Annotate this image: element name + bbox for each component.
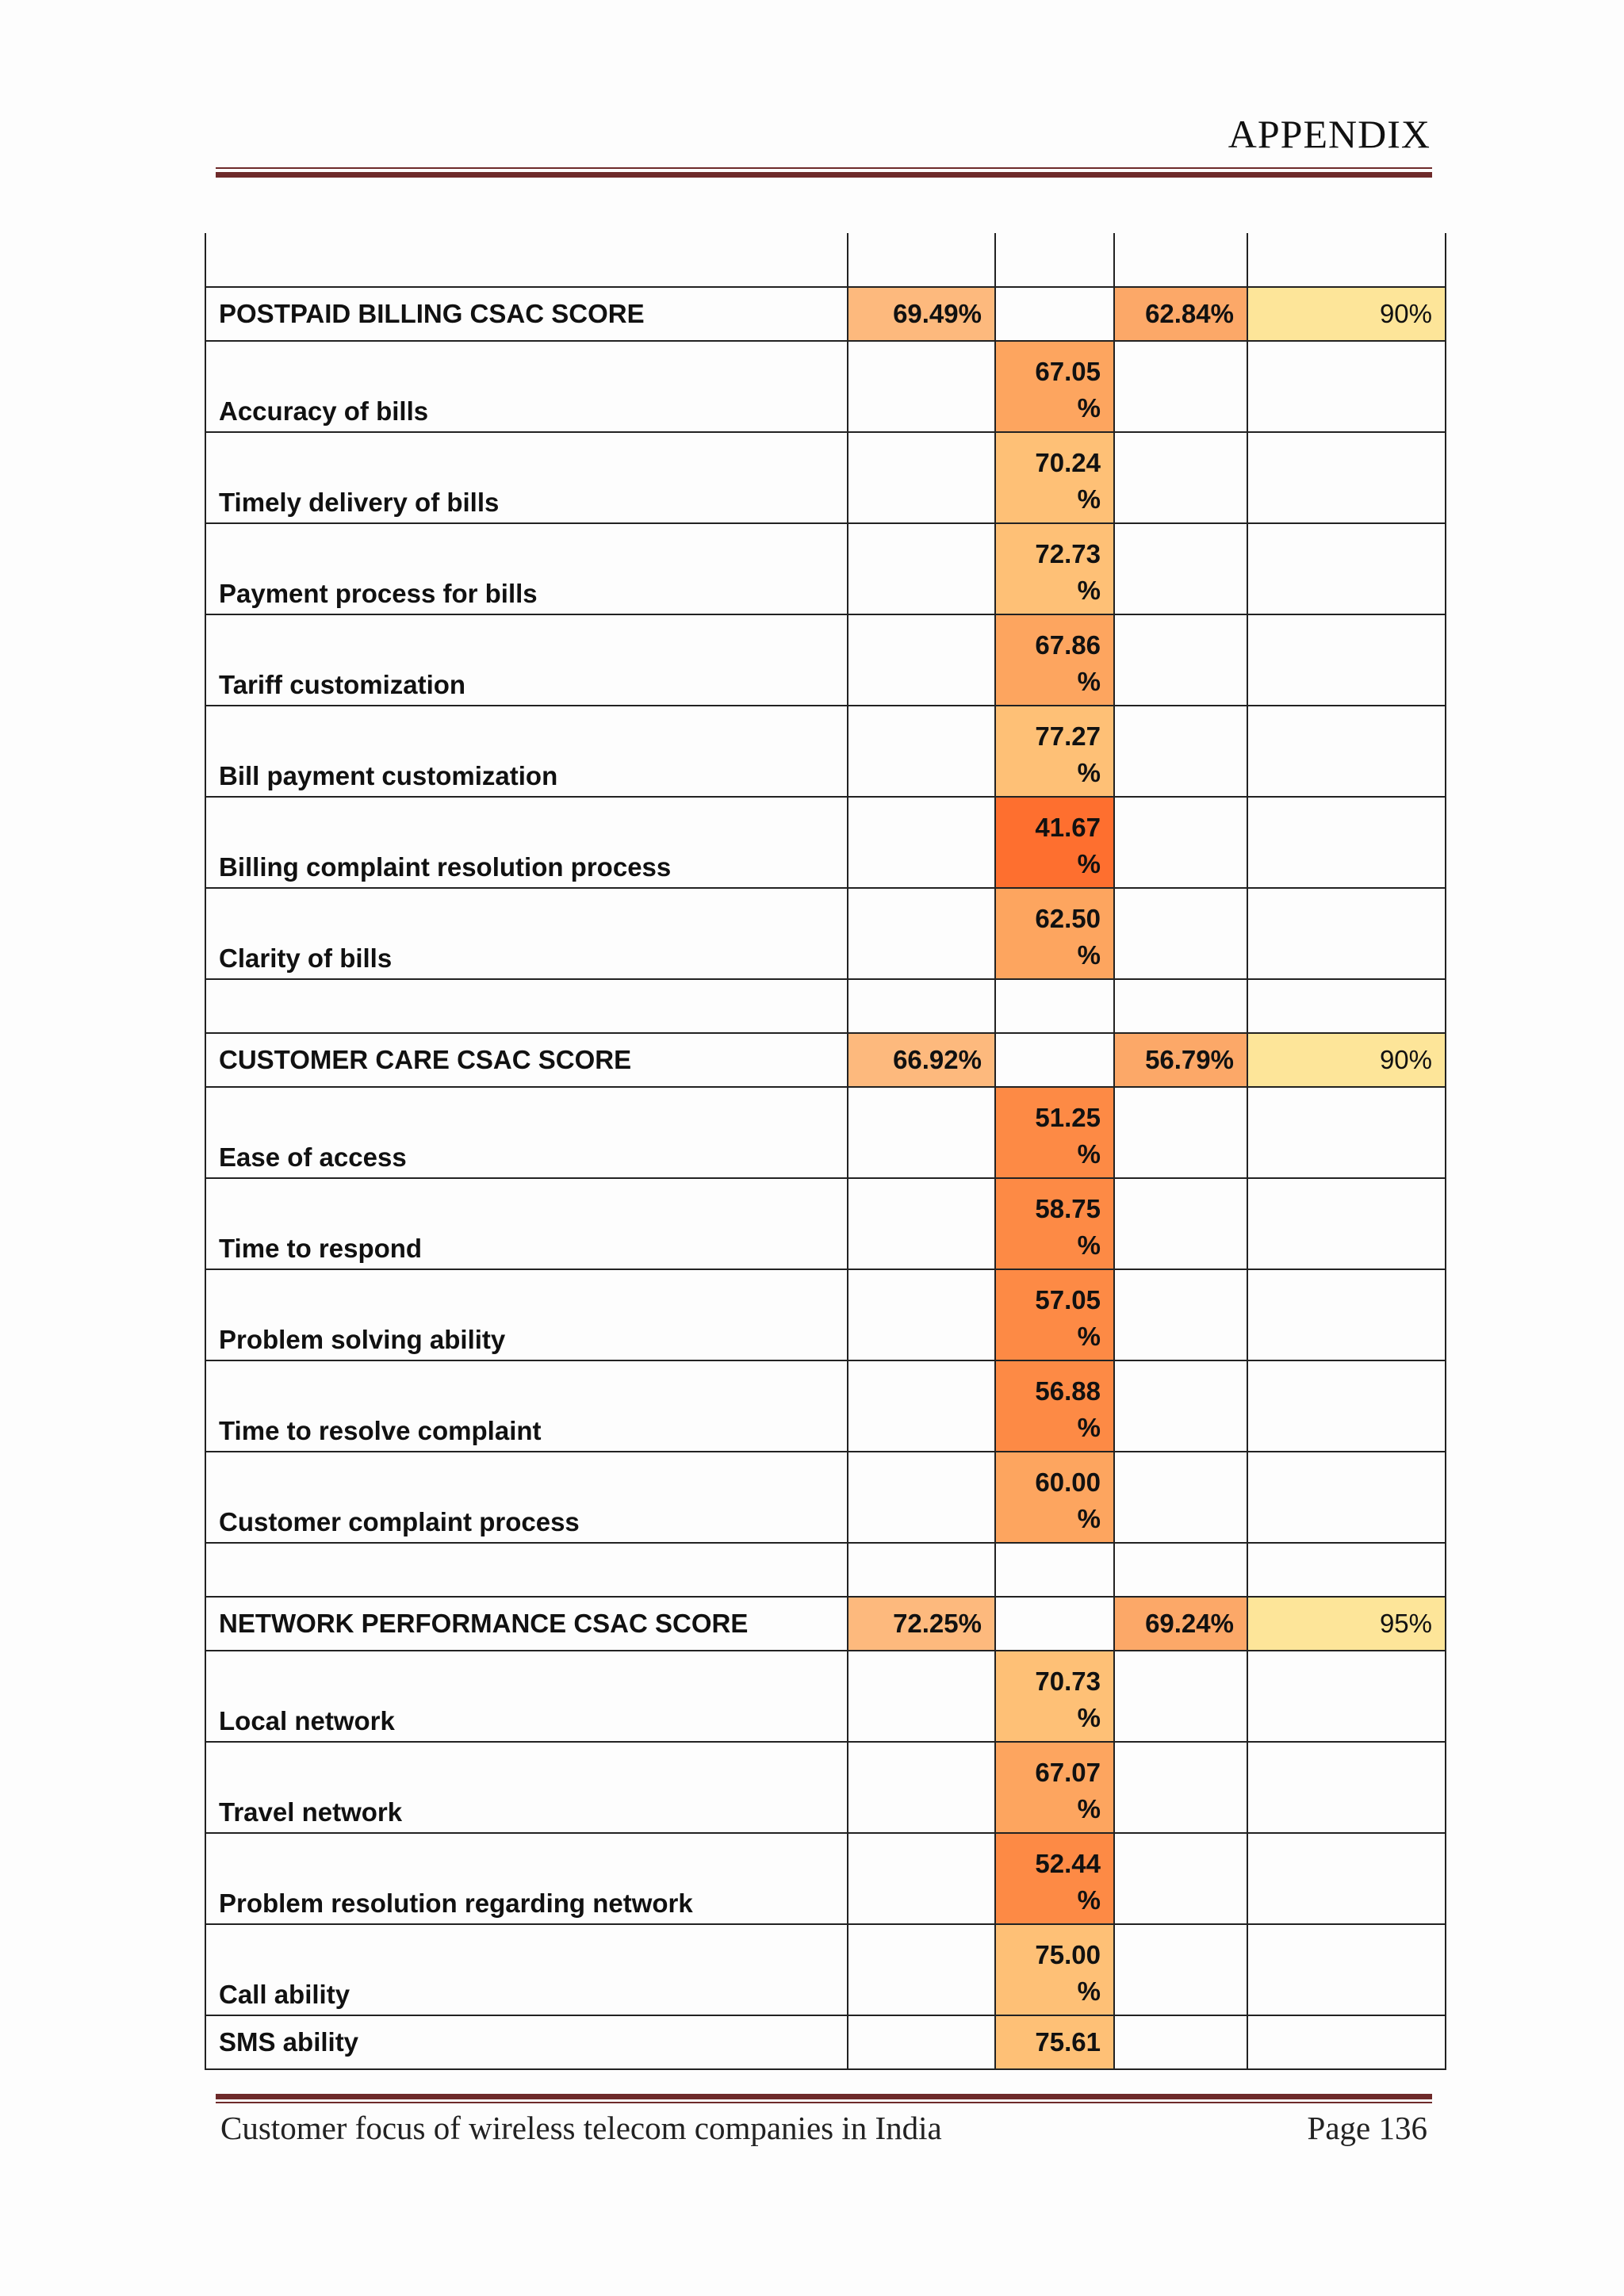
table-row-continuation bbox=[205, 233, 1446, 287]
item-score-value: 77.27 bbox=[1035, 721, 1101, 751]
table-cell bbox=[848, 1543, 995, 1597]
footer-document-title: Customer focus of wireless telecom companies in India bbox=[220, 2110, 942, 2146]
section-target-value: 95% bbox=[1247, 1597, 1446, 1651]
table-cell bbox=[848, 1360, 995, 1452]
table-cell bbox=[1247, 1543, 1446, 1597]
item-score-unit: % bbox=[1077, 576, 1101, 605]
item-score-cell bbox=[995, 1924, 1114, 2015]
table-cell bbox=[1114, 523, 1247, 614]
item-score-cell bbox=[995, 341, 1114, 432]
item-label: Timely delivery of bills bbox=[205, 432, 848, 523]
table-cell bbox=[848, 979, 995, 1033]
footer-rule bbox=[216, 2102, 1432, 2103]
header-rule bbox=[216, 167, 1432, 169]
item-score-value: 58.75 bbox=[1035, 1194, 1101, 1223]
table-cell bbox=[1114, 233, 1247, 287]
item-label: Ease of access bbox=[205, 1087, 848, 1178]
table-cell bbox=[1114, 1924, 1247, 2015]
item-score-cell bbox=[995, 1833, 1114, 1924]
item-score-cell bbox=[995, 1269, 1114, 1360]
table-body bbox=[205, 233, 1446, 2069]
table-row bbox=[205, 1087, 1446, 1178]
table-row bbox=[205, 1269, 1446, 1360]
item-score-unit: % bbox=[1077, 1413, 1101, 1442]
item-score-value: 60.00 bbox=[1035, 1468, 1101, 1497]
table-row bbox=[205, 2015, 1446, 2069]
item-label: Time to resolve complaint bbox=[205, 1360, 848, 1452]
table-cell bbox=[1247, 1360, 1446, 1452]
section-score-label: POSTPAID BILLING CSAC SCORE bbox=[205, 287, 848, 341]
table-cell bbox=[995, 979, 1114, 1033]
item-score-value: 51.25 bbox=[1035, 1103, 1101, 1132]
table-cell bbox=[995, 1597, 1114, 1651]
table-cell bbox=[848, 797, 995, 888]
table-cell bbox=[1247, 1452, 1446, 1543]
csac-score-table bbox=[205, 233, 1446, 2070]
table-cell bbox=[848, 233, 995, 287]
table-row bbox=[205, 888, 1446, 979]
table-cell bbox=[205, 233, 848, 287]
table-row bbox=[205, 614, 1446, 706]
item-score-cell bbox=[995, 797, 1114, 888]
item-score-cell bbox=[995, 1087, 1114, 1178]
section-score-value: 72.25% bbox=[848, 1597, 995, 1651]
item-score-value: 70.24 bbox=[1035, 448, 1101, 477]
item-label: SMS ability bbox=[205, 2015, 848, 2069]
table-row bbox=[205, 1833, 1446, 1924]
header-rule-thick bbox=[216, 172, 1432, 178]
table-cell bbox=[1247, 523, 1446, 614]
item-label: Billing complaint resolution process bbox=[205, 797, 848, 888]
table-cell bbox=[1114, 1087, 1247, 1178]
table-cell bbox=[1114, 432, 1247, 523]
item-score-cell bbox=[995, 523, 1114, 614]
item-score-cell bbox=[995, 432, 1114, 523]
table-cell bbox=[205, 1543, 848, 1597]
table-cell bbox=[1247, 1742, 1446, 1833]
item-score-unit: % bbox=[1077, 1504, 1101, 1533]
table-cell bbox=[848, 432, 995, 523]
item-label: Local network bbox=[205, 1651, 848, 1742]
section-target-value: 90% bbox=[1247, 287, 1446, 341]
item-score-value: 75.00 bbox=[1035, 1940, 1101, 1969]
item-score-unit: % bbox=[1077, 1139, 1101, 1169]
item-label: Bill payment customization bbox=[205, 706, 848, 797]
item-score-cell bbox=[995, 1178, 1114, 1269]
item-score-value: 75.61 bbox=[1035, 2027, 1101, 2057]
table-cell bbox=[1114, 1651, 1247, 1742]
table-cell bbox=[1114, 979, 1247, 1033]
table-cell bbox=[1114, 797, 1247, 888]
table-cell bbox=[1247, 706, 1446, 797]
table-row bbox=[205, 432, 1446, 523]
item-score-value: 72.73 bbox=[1035, 539, 1101, 568]
item-score-value: 67.86 bbox=[1035, 630, 1101, 660]
item-score-cell bbox=[995, 706, 1114, 797]
table-cell bbox=[1114, 1543, 1247, 1597]
table-cell bbox=[1114, 888, 1247, 979]
table-row bbox=[205, 341, 1446, 432]
table-cell bbox=[1114, 1269, 1247, 1360]
item-score-unit: % bbox=[1077, 484, 1101, 514]
item-score-cell bbox=[995, 1452, 1114, 1543]
section-target-value: 90% bbox=[1247, 1033, 1446, 1087]
item-score-value: 41.67 bbox=[1035, 813, 1101, 842]
table-cell bbox=[1114, 1833, 1247, 1924]
table-cell bbox=[1114, 1742, 1247, 1833]
table-row bbox=[205, 1452, 1446, 1543]
item-score-cell bbox=[995, 1651, 1114, 1742]
table-cell bbox=[1247, 233, 1446, 287]
table-row bbox=[205, 523, 1446, 614]
item-label: Call ability bbox=[205, 1924, 848, 2015]
item-score-unit: % bbox=[1077, 758, 1101, 787]
item-score-unit: % bbox=[1077, 940, 1101, 970]
item-score-value: 57.05 bbox=[1035, 1285, 1101, 1314]
table-cell bbox=[1247, 797, 1446, 888]
table-cell bbox=[1247, 979, 1446, 1033]
item-score-value: 62.50 bbox=[1035, 904, 1101, 933]
table-cell bbox=[1247, 1651, 1446, 1742]
item-label: Clarity of bills bbox=[205, 888, 848, 979]
table-cell bbox=[848, 341, 995, 432]
table-cell bbox=[995, 1033, 1114, 1087]
item-score-unit: % bbox=[1077, 1703, 1101, 1732]
footer-page-number: Page 136 bbox=[1307, 2110, 1427, 2146]
table-cell bbox=[1247, 614, 1446, 706]
item-score-value: 52.44 bbox=[1035, 1849, 1101, 1878]
section-score-row bbox=[205, 1597, 1446, 1651]
item-label: Tariff customization bbox=[205, 614, 848, 706]
table-cell bbox=[1114, 614, 1247, 706]
item-score-value: 70.73 bbox=[1035, 1667, 1101, 1696]
table-row bbox=[205, 1178, 1446, 1269]
table-cell bbox=[848, 1087, 995, 1178]
table-cell bbox=[848, 1269, 995, 1360]
table-row bbox=[205, 706, 1446, 797]
section-score-value: 69.49% bbox=[848, 287, 995, 341]
section-score-value-2: 69.24% bbox=[1114, 1597, 1247, 1651]
table-cell bbox=[848, 1924, 995, 2015]
item-score-value: 67.05 bbox=[1035, 357, 1101, 386]
table-cell bbox=[1114, 1360, 1247, 1452]
table-cell bbox=[848, 706, 995, 797]
section-score-value: 66.92% bbox=[848, 1033, 995, 1087]
table-cell bbox=[848, 1833, 995, 1924]
item-label: Travel network bbox=[205, 1742, 848, 1833]
table-row bbox=[205, 1651, 1446, 1742]
table-cell bbox=[848, 888, 995, 979]
table-cell bbox=[1247, 888, 1446, 979]
item-label: Problem solving ability bbox=[205, 1269, 848, 1360]
table-cell bbox=[1114, 706, 1247, 797]
table-cell bbox=[848, 523, 995, 614]
item-score-value: 56.88 bbox=[1035, 1376, 1101, 1406]
table-row-spacer bbox=[205, 979, 1446, 1033]
item-label: Problem resolution regarding network bbox=[205, 1833, 848, 1924]
item-score-unit: % bbox=[1077, 1976, 1101, 2006]
item-score-unit: % bbox=[1077, 849, 1101, 878]
item-score-unit: % bbox=[1077, 1322, 1101, 1351]
item-score-cell bbox=[995, 1742, 1114, 1833]
table-cell bbox=[1114, 341, 1247, 432]
table-cell bbox=[1114, 1452, 1247, 1543]
item-score-cell bbox=[995, 2015, 1114, 2069]
item-score-unit: % bbox=[1077, 1885, 1101, 1915]
table-cell bbox=[1114, 1178, 1247, 1269]
table-cell bbox=[1247, 341, 1446, 432]
section-score-value-2: 56.79% bbox=[1114, 1033, 1247, 1087]
section-score-row bbox=[205, 1033, 1446, 1087]
footer-rule-thick bbox=[216, 2094, 1432, 2099]
table-cell bbox=[848, 1651, 995, 1742]
table-cell bbox=[1247, 432, 1446, 523]
table-row bbox=[205, 797, 1446, 888]
table-cell bbox=[1247, 2015, 1446, 2069]
table-cell bbox=[848, 2015, 995, 2069]
table-row bbox=[205, 1924, 1446, 2015]
item-score-cell bbox=[995, 614, 1114, 706]
table-cell bbox=[848, 1178, 995, 1269]
item-score-value: 67.07 bbox=[1035, 1758, 1101, 1787]
table-row bbox=[205, 1360, 1446, 1452]
table-cell bbox=[205, 979, 848, 1033]
item-score-unit: % bbox=[1077, 1230, 1101, 1260]
item-score-cell bbox=[995, 888, 1114, 979]
table-cell bbox=[1247, 1087, 1446, 1178]
table-cell bbox=[995, 1543, 1114, 1597]
table-cell bbox=[848, 614, 995, 706]
table-cell bbox=[1114, 2015, 1247, 2069]
table-cell bbox=[1247, 1269, 1446, 1360]
table-cell bbox=[995, 287, 1114, 341]
table-cell bbox=[1247, 1833, 1446, 1924]
item-score-unit: % bbox=[1077, 667, 1101, 696]
section-score-label: NETWORK PERFORMANCE CSAC SCORE bbox=[205, 1597, 848, 1651]
item-label: Customer complaint process bbox=[205, 1452, 848, 1543]
table-cell bbox=[1247, 1178, 1446, 1269]
table-cell bbox=[848, 1452, 995, 1543]
table-row-spacer bbox=[205, 1543, 1446, 1597]
table-cell bbox=[1247, 1924, 1446, 2015]
section-score-row bbox=[205, 287, 1446, 341]
item-label: Accuracy of bills bbox=[205, 341, 848, 432]
table-cell bbox=[995, 233, 1114, 287]
table-cell bbox=[848, 1742, 995, 1833]
table-row bbox=[205, 1742, 1446, 1833]
item-score-unit: % bbox=[1077, 393, 1101, 423]
item-label: Payment process for bills bbox=[205, 523, 848, 614]
section-score-value-2: 62.84% bbox=[1114, 287, 1247, 341]
section-score-label: CUSTOMER CARE CSAC SCORE bbox=[205, 1033, 848, 1087]
page-header-title: APPENDIX bbox=[1228, 112, 1431, 156]
item-score-cell bbox=[995, 1360, 1114, 1452]
item-label: Time to respond bbox=[205, 1178, 848, 1269]
item-score-unit: % bbox=[1077, 1794, 1101, 1823]
